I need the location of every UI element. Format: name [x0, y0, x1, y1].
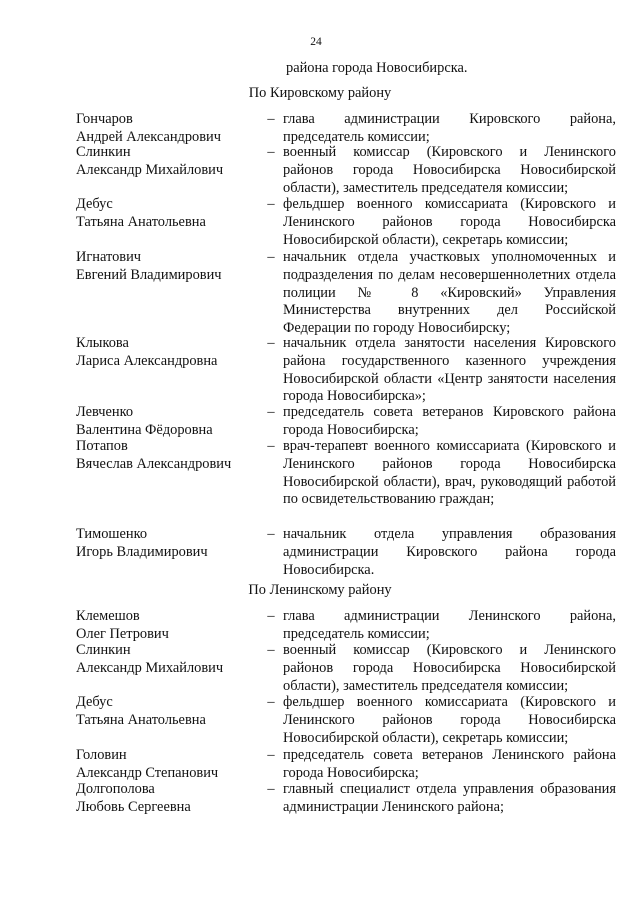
- member-role: председатель совета ветеранов Ленинского района города Новосибирска;: [283, 747, 616, 781]
- member-name: [76, 196, 256, 232]
- member-given-names: Валентина Фёдоровна: [76, 421, 213, 438]
- member-given-names: Лариса Александровна: [76, 352, 218, 369]
- member-given-names: Александр Михайлович: [76, 659, 224, 676]
- member-given-names: Игорь Владимирович: [76, 543, 208, 560]
- section-heading: По Ленинскому району: [248, 582, 392, 598]
- member-surname: Левченко: [76, 404, 134, 420]
- member-role: врач-терапевт военного комиссариата (Кировского и Ленинского районов города Новосибирска Новосибирской области), врач, руководящий работой по освидетельствованию граждан;: [283, 438, 616, 508]
- member-role: военный комиссар (Кировского и Ленинского районов города Новосибирска Новосибирской области), заместитель председателя комиссии;: [283, 642, 616, 694]
- member-name: [76, 694, 256, 730]
- dash: –: [267, 642, 275, 658]
- dash: –: [267, 144, 275, 160]
- member-given-names: Александр Михайлович: [76, 161, 224, 178]
- dash: –: [267, 747, 275, 763]
- member-given-names: Андрей Александрович: [76, 128, 221, 145]
- member-role: военный комиссар (Кировского и Ленинского районов города Новосибирска Новосибирской области), заместитель председателя комиссии;: [283, 144, 616, 196]
- member-surname: Клыкова: [76, 335, 129, 351]
- member-name: [76, 144, 256, 180]
- member-role: председатель совета ветеранов Кировского района города Новосибирска;: [283, 404, 616, 438]
- member-name: [76, 747, 256, 783]
- dash: –: [267, 111, 275, 127]
- member-role: фельдшер военного комиссариата (Кировского и Ленинского районов города Новосибирска Новосибирской области), секретарь комиссии;: [283, 196, 616, 248]
- dash: –: [267, 249, 275, 265]
- member-name: [76, 404, 256, 440]
- member-role: глава администрации Кировского района, председатель комиссии;: [283, 111, 616, 145]
- dash: –: [267, 438, 275, 454]
- member-surname: Долгополова: [76, 781, 155, 797]
- member-name: [76, 781, 256, 817]
- dash: –: [267, 694, 275, 710]
- dash: –: [267, 335, 275, 351]
- member-given-names: Александр Степанович: [76, 764, 219, 781]
- member-given-names: Вячеслав Александрович: [76, 455, 232, 472]
- member-role: глава администрации Ленинского района, председатель комиссии;: [283, 608, 616, 642]
- member-name: [76, 608, 256, 644]
- member-given-names: Любовь Сергеевна: [76, 798, 191, 815]
- member-given-names: Татьяна Анатольевна: [76, 213, 206, 230]
- member-name: [76, 249, 256, 285]
- dash: –: [267, 196, 275, 212]
- dash: –: [267, 781, 275, 797]
- member-name: [76, 438, 256, 474]
- member-surname: Игнатович: [76, 249, 142, 265]
- dash: –: [267, 608, 275, 624]
- member-surname: Головин: [76, 747, 127, 763]
- dash: –: [267, 526, 275, 542]
- member-given-names: Евгений Владимирович: [76, 266, 222, 283]
- page-number: 24: [310, 36, 322, 48]
- member-name: [76, 642, 256, 678]
- dash: –: [267, 404, 275, 420]
- member-role: начальник отдела занятости населения Кировского района государственного казенного учреждения Новосибирской области «Центр занятости населения города Новосибирска»;: [283, 335, 616, 405]
- member-given-names: Олег Петрович: [76, 625, 169, 642]
- member-role: главный специалист отдела управления образования администрации Ленинского района;: [283, 781, 616, 815]
- member-given-names: Татьяна Анатольевна: [76, 711, 206, 728]
- member-surname: Потапов: [76, 438, 128, 454]
- member-name: [76, 526, 256, 562]
- member-role: фельдшер военного комиссариата (Кировского и Ленинского районов города Новосибирска Новосибирской области), секретарь комиссии;: [283, 694, 616, 746]
- member-surname: Слинкин: [76, 642, 131, 658]
- member-surname: Дебус: [76, 196, 113, 212]
- member-role: начальник отдела управления образования администрации Кировского района города Новосибирска.: [283, 526, 616, 578]
- member-name: [76, 111, 256, 147]
- member-role: начальник отдела участковых уполномоченных и подразделения по делам несовершеннолетних отдела полиции № 8 «Кировский» Управления Министерства внутренних дел Российской Федерации по городу Новосибирску;: [283, 249, 616, 337]
- member-name: [76, 335, 256, 371]
- continuation-line: района города Новосибирска.: [286, 60, 468, 76]
- member-surname: Дебус: [76, 694, 113, 710]
- member-surname: Клемешов: [76, 608, 140, 624]
- section-heading: По Кировскому району: [248, 85, 392, 101]
- member-surname: Тимошенко: [76, 526, 148, 542]
- member-surname: Гончаров: [76, 111, 133, 127]
- member-surname: Слинкин: [76, 144, 131, 160]
